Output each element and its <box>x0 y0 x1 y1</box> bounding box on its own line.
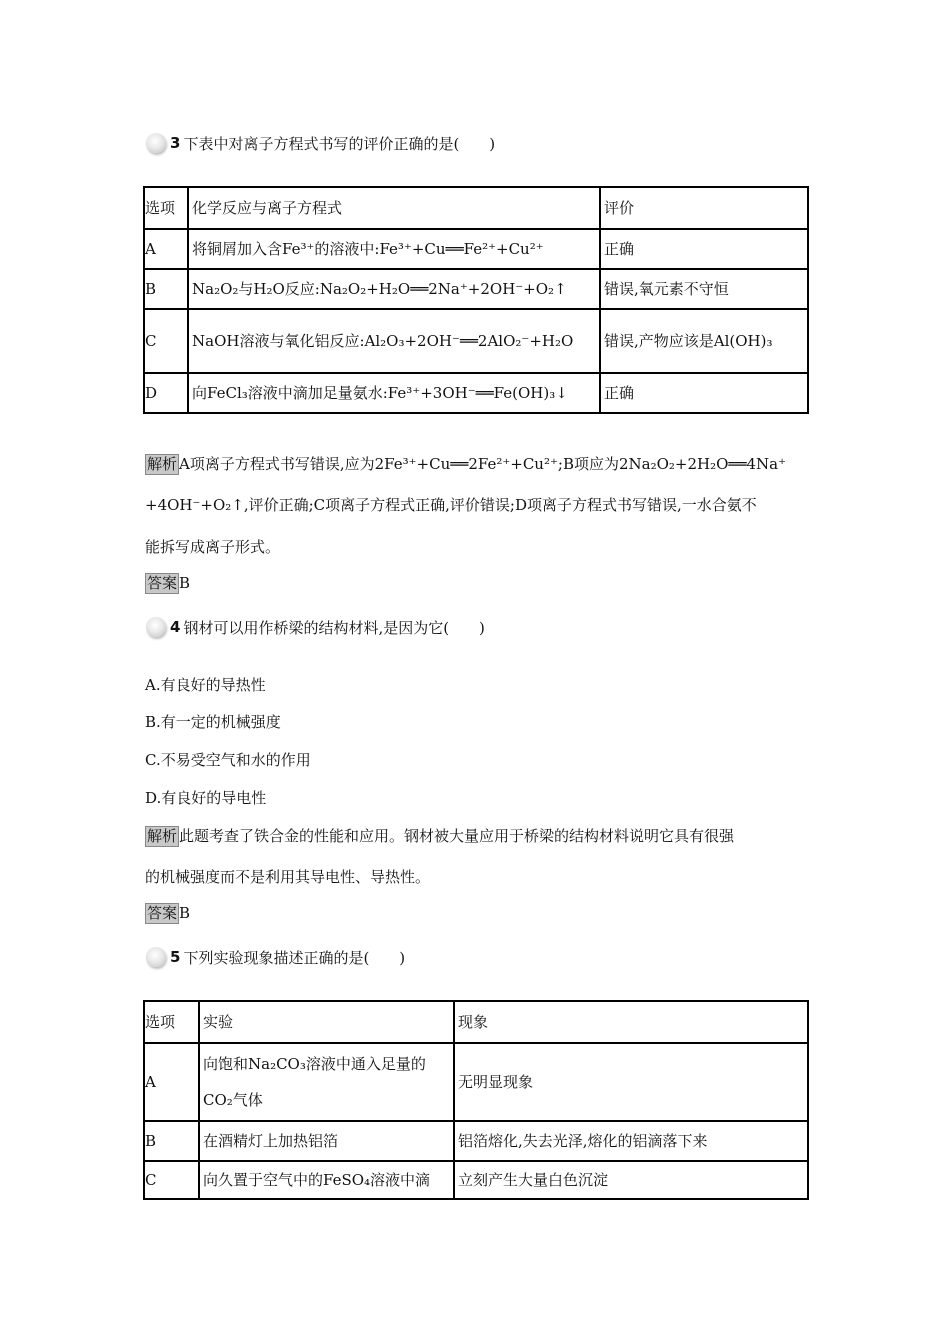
question-stem: 下列实验现象描述正确的是( ) <box>183 948 406 967</box>
result-cell: 无明显现象 <box>454 1043 808 1121</box>
circle-bullet-icon <box>146 947 166 967</box>
table-row <box>144 229 808 269</box>
table-header-cell: 化学反应与离子方程式 <box>188 187 600 229</box>
row-label: C <box>144 1161 199 1199</box>
analysis-tag: 解析 <box>147 455 178 473</box>
equation-cell: NaOH溶液与氧化铝反应:Al₂O₃+2OH⁻══2AlO₂⁻+H₂O <box>188 309 600 373</box>
table-header-row <box>144 187 808 229</box>
question-stem: 钢材可以用作桥梁的结构材料,是因为它( ) <box>183 618 485 637</box>
table-header-cell: 选项 <box>144 1001 199 1043</box>
circle-bullet-icon <box>146 133 166 153</box>
q3-analysis-line-3: 能拆写成离子形式。 <box>145 538 281 556</box>
table-header-cell: 评价 <box>600 187 808 229</box>
table-header-cell: 选项 <box>144 187 188 229</box>
row-label: A <box>144 229 188 269</box>
equation-cell: Na₂O₂与H₂O反应:Na₂O₂+H₂O══2Na⁺+2OH⁻+O₂↑ <box>188 269 600 309</box>
table-header-cell: 实验 <box>199 1001 454 1043</box>
equation-cell: 将铜屑加入含Fe³⁺的溶液中:Fe³⁺+Cu══Fe²⁺+Cu²⁺ <box>188 229 600 269</box>
experiment-cell: 向久置于空气中的FeSO₄溶液中滴 <box>199 1161 454 1199</box>
q4-analysis-line-2: 的机械强度而不是利用其导电性、导热性。 <box>145 868 431 886</box>
row-label: B <box>144 269 188 309</box>
table-header-cell: 现象 <box>454 1001 808 1043</box>
row-label: D <box>144 373 188 413</box>
answer-tag: 答案 <box>147 904 178 922</box>
analysis-text: 此题考查了铁合金的性能和应用。钢材被大量应用于桥梁的结构材料说明它具有很强 <box>179 827 735 845</box>
row-label: A <box>144 1043 199 1121</box>
table-row <box>144 1161 808 1199</box>
option-d: D.有良好的导电性 <box>145 789 267 807</box>
q5-table <box>143 1000 809 1200</box>
question-number: 3 <box>170 134 181 152</box>
question-5-header <box>146 945 405 969</box>
evaluation-cell: 错误,产物应该是Al(OH)₃ <box>600 309 808 373</box>
evaluation-cell: 错误,氧元素不守恒 <box>600 269 808 309</box>
row-label: B <box>144 1121 199 1161</box>
q3-analysis-line-2: +4OH⁻+O₂↑,评价正确;C项离子方程式正确,评价错误;D项离子方程式书写错误,一水合氨不 <box>145 496 757 514</box>
table-row <box>144 1043 808 1121</box>
answer-tag: 答案 <box>147 574 178 592</box>
table-header-row <box>144 1001 808 1043</box>
experiment-cell <box>199 1043 454 1121</box>
experiment-line: CO₂气体 <box>203 1091 263 1109</box>
q4-answer <box>145 903 190 924</box>
result-cell: 铝箔熔化,失去光泽,熔化的铝滴落下来 <box>454 1121 808 1161</box>
q3-analysis-line-1 <box>145 453 786 475</box>
analysis-tag: 解析 <box>147 827 178 845</box>
question-4-header <box>146 615 485 639</box>
question-stem: 下表中对离子方程式书写的评价正确的是( ) <box>183 134 496 153</box>
question-3-header <box>146 131 495 155</box>
answer-value: B <box>179 574 191 592</box>
table-row <box>144 309 808 373</box>
circle-bullet-icon <box>146 617 166 637</box>
equation-cell: 向FeCl₃溶液中滴加足量氨水:Fe³⁺+3OH⁻══Fe(OH)₃↓ <box>188 373 600 413</box>
evaluation-cell: 正确 <box>600 373 808 413</box>
question-number: 4 <box>170 618 181 636</box>
q3-table <box>143 186 809 414</box>
q4-analysis-line-1 <box>145 825 734 847</box>
table-row <box>144 373 808 413</box>
analysis-text: A项离子方程式书写错误,应为2Fe³⁺+Cu══2Fe²⁺+Cu²⁺;B项应为2Na₂O₂+2H₂O══4Na⁺ <box>179 455 787 473</box>
option-b: B.有一定的机械强度 <box>145 713 281 731</box>
table-row <box>144 1121 808 1161</box>
result-cell: 立刻产生大量白色沉淀 <box>454 1161 808 1199</box>
row-label: C <box>144 309 188 373</box>
option-a: A.有良好的导热性 <box>145 676 266 694</box>
answer-value: B <box>179 904 191 922</box>
experiment-line: 向饱和Na₂CO₃溶液中通入足量的 <box>203 1055 426 1073</box>
evaluation-cell: 正确 <box>600 229 808 269</box>
option-c: C.不易受空气和水的作用 <box>145 751 311 769</box>
experiment-cell: 在酒精灯上加热铝箔 <box>199 1121 454 1161</box>
table-row <box>144 269 808 309</box>
q3-answer <box>145 573 190 594</box>
question-number: 5 <box>170 948 181 966</box>
